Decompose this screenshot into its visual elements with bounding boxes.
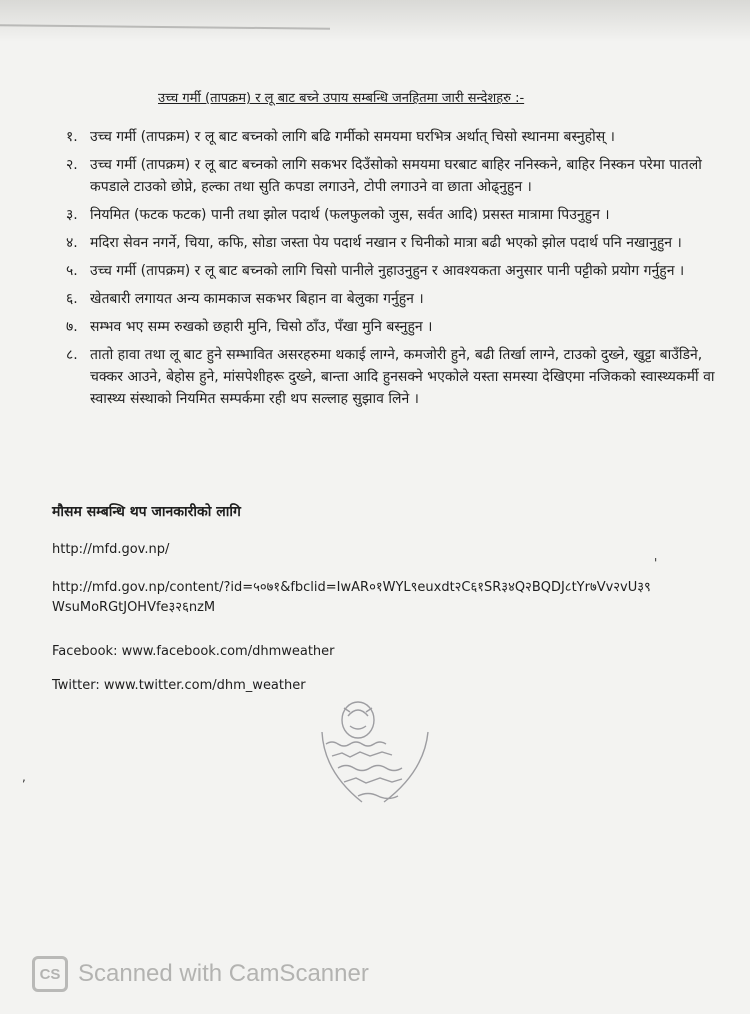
item-number: १. bbox=[66, 129, 78, 145]
list-item bbox=[66, 288, 738, 310]
weather-info-title: मौसम सम्बन्धि थप जानकारीको लागि bbox=[52, 504, 241, 520]
item-number: ३. bbox=[66, 207, 78, 223]
scan-speck: ' bbox=[654, 556, 658, 570]
item-number: २. bbox=[66, 157, 78, 173]
list-item bbox=[66, 204, 738, 226]
item-text: उच्च गर्मी (तापक्रम) र लू बाट बच्नको लागि चिसो पानीले नुहाउनुहुन र आवश्यकता अनुसार पानी पट्टीको प्रयोग गर्नुहुन । bbox=[90, 263, 685, 279]
item-text: खेतबारी लगायत अन्य कामकाज सकभर बिहान वा बेलुका गर्नुहुन । bbox=[90, 291, 424, 307]
scan-shadow bbox=[0, 0, 750, 42]
item-number: ६. bbox=[66, 291, 78, 307]
watermark-text: Scanned with CamScanner bbox=[78, 960, 369, 987]
scan-speck: , bbox=[22, 770, 26, 784]
notice-heading: उच्च गर्मी (तापक्रम) र लू बाट बच्ने उपाय सम्बन्धि जनहितमा जारी सन्देशहरु :- bbox=[158, 91, 525, 106]
content-link[interactable]: http://mfd.gov.np/content/?id=५०७१&fbclid=IwAR०१WYL९euxdt२C६१SR३४Q२BQDJ८tYr७Vv२vU३९ WsuMoRGtJOHVfe३२६nzM bbox=[52, 580, 651, 615]
list-item bbox=[66, 126, 738, 148]
list-item bbox=[66, 316, 738, 338]
advice-list bbox=[66, 126, 738, 416]
item-text: नियमित (फटक फटक) पानी तथा झोल पदार्थ (फलफुलको जुस, सर्वत आदि) प्रसस्त मात्रामा पिउनुहुन । bbox=[90, 207, 610, 223]
item-number: ५. bbox=[66, 263, 78, 279]
item-number: ४. bbox=[66, 235, 78, 251]
camscanner-logo-icon: CS bbox=[32, 956, 68, 992]
item-number: ८. bbox=[66, 347, 78, 363]
item-number: ७. bbox=[66, 319, 78, 335]
list-item bbox=[66, 154, 738, 198]
item-text: उच्च गर्मी (तापक्रम) र लू बाट बच्नको लागि सकभर दिउँसोको समयमा घरबाट बाहिर ननिस्कने, बाहिर निस्कन परेमा पातलो कपडाले टाउको छोप्ने, हल्का तथा सुति कपडा लगाउने, टोपी लगाउने वा छाता ओढ्नुहुन । bbox=[90, 157, 702, 195]
official-seal-stamp bbox=[318, 692, 434, 822]
list-item bbox=[66, 260, 738, 282]
facebook-link[interactable]: Facebook: www.facebook.com/dhmweather bbox=[52, 644, 335, 659]
item-text: तातो हावा तथा लू बाट हुने सम्भावित असरहरुमा थकाई लाग्ने, कमजोरी हुने, बढी तिर्खा लाग्ने, टाउको दुख्ने, खुट्टा बाउँडिने, चक्कर आउने, बेहोस हुने, मांसपेशीहरू दुख्ने, बान्ता आदि हुनसक्ने भएकोले यस्ता समस्या देखिएमा नजिकको स्वास्थ्यकर्मी वा स्वास्थ्य संस्थाको नियमित सम्पर्कमा रही थप सल्लाह सुझाव लिने । bbox=[90, 347, 715, 407]
list-item bbox=[66, 344, 738, 410]
twitter-link[interactable]: Twitter: www.twitter.com/dhm_weather bbox=[52, 678, 306, 693]
camscanner-watermark bbox=[32, 956, 369, 992]
site-link[interactable]: http://mfd.gov.np/ bbox=[52, 542, 170, 557]
list-item bbox=[66, 232, 738, 254]
item-text: उच्च गर्मी (तापक्रम) र लू बाट बच्नको लागि बढि गर्मीको समयमा घरभित्र अर्थात् चिसो स्थानमा बस्नुहोस् । bbox=[90, 129, 615, 145]
item-text: सम्भव भए सम्म रुखको छहारी मुनि, चिसो ठाँउ, पँखा मुनि बस्नुहुन । bbox=[90, 319, 433, 335]
item-text: मदिरा सेवन नगर्ने, चिया, कफि, सोडा जस्ता पेय पदार्थ नखान र चिनीको मात्रा बढी भएको झोल पदार्थ पनि नखानुहुन । bbox=[90, 235, 682, 251]
